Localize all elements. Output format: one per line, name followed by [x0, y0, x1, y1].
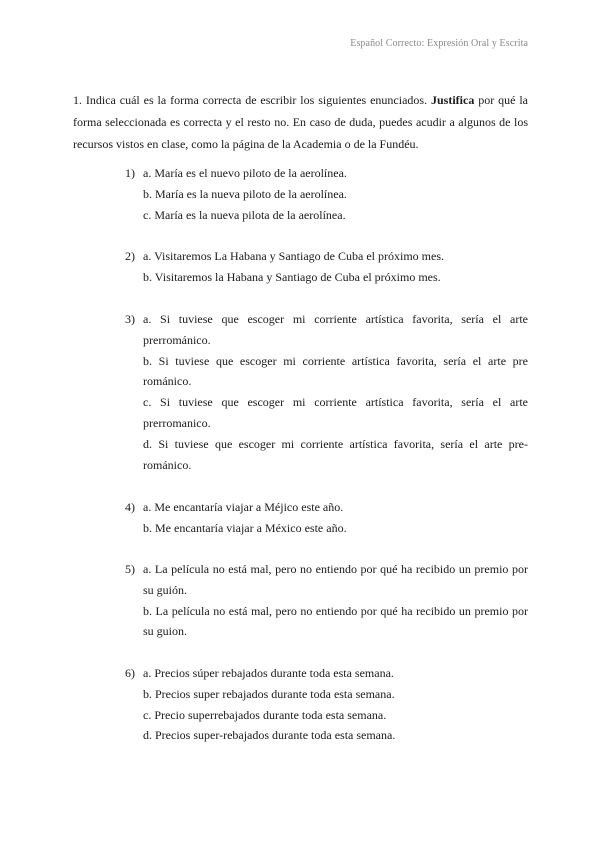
option-a: a. La película no está mal, pero no entiendo por qué ha recibido un premio por su guión.: [143, 562, 528, 597]
option-a: a. Si tuviese que escoger mi corriente artística favorita, sería el arte prerrománico.: [143, 312, 528, 347]
option-b: b. Si tuviese que escoger mi corriente artística favorita, sería el arte pre románico.: [143, 353, 528, 389]
option-a: a. María es el nuevo piloto de la aerolínea.: [143, 166, 347, 180]
question-6: [125, 663, 528, 746]
option-c: c. Precio superrebajados durante toda esta semana.: [143, 707, 387, 722]
instructions-bold-word: Justifica: [430, 93, 475, 107]
instructions-text-end: por qué la forma seleccionada es correcta y el resto no. En caso de duda, puedes acudir a algunos de los recursos vistos en clase, como la página de la Academia o de la Fundéu.: [73, 93, 529, 151]
question-2: [125, 246, 528, 288]
exercise-instructions: [73, 89, 528, 155]
option-c: c. María es la nueva pilota de la aerolínea.: [143, 207, 346, 222]
question-3: [125, 309, 528, 475]
question-4: [125, 497, 528, 539]
option-b: b. María es la nueva piloto de la aerolínea.: [143, 186, 347, 201]
option-b: b. La película no está mal, pero no entiendo por qué ha recibido un premio por su guion.: [143, 603, 528, 639]
option-b: b. Visitaremos la Habana y Santiago de Cuba el próximo mes.: [143, 269, 441, 284]
question-5: [125, 559, 528, 642]
question-number: 4): [125, 500, 135, 514]
option-c: c. Si tuviese que escoger mi corriente artística favorita, sería el arte prerromanico.: [143, 395, 528, 430]
option-a: a. Visitaremos La Habana y Santiago de Cuba el próximo mes.: [143, 249, 444, 263]
question-number: 1): [125, 166, 135, 180]
option-a: a. Me encantaría viajar a Méjico este año.: [143, 500, 344, 514]
option-d: d. Si tuviese que escoger mi corriente artística favorita, sería el arte pre-románico.: [143, 436, 528, 472]
question-number: 3): [125, 312, 135, 326]
question-number: 5): [125, 562, 135, 576]
instructions-text-start: 1. Indica cuál es la forma correcta de escribir los siguientes enunciados.: [73, 93, 431, 107]
option-d: d. Precios super-rebajados durante toda esta semana.: [143, 728, 396, 743]
question-1: [125, 163, 528, 225]
page-header: Español Correcto: Expresión Oral y Escrita: [350, 38, 528, 49]
option-b: b. Me encantaría viajar a México este año.: [143, 520, 347, 535]
question-number: 2): [125, 249, 135, 263]
option-a: a. Precios súper rebajados durante toda esta semana.: [143, 666, 394, 680]
question-number: 6): [125, 666, 135, 680]
option-b: b. Precios super rebajados durante toda esta semana.: [143, 686, 395, 701]
